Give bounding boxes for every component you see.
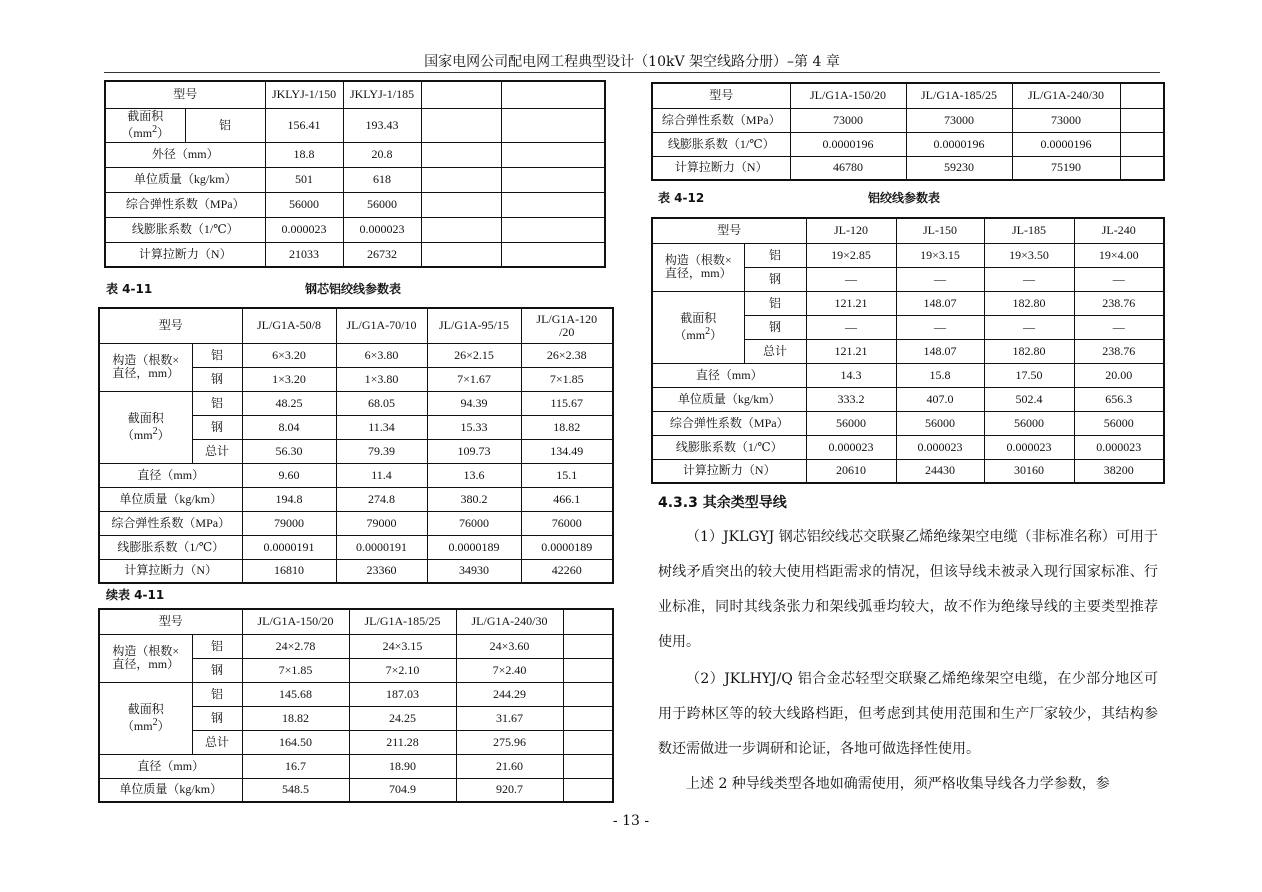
cell: JL/G1A-185/25 <box>906 83 1012 108</box>
label-structure: 构造（根数× 直径，mm） <box>99 634 192 682</box>
cell: — <box>1074 267 1164 291</box>
cell <box>421 192 501 217</box>
row-area <box>105 108 605 142</box>
cell: 20.8 <box>343 142 421 167</box>
cell: 274.8 <box>336 487 427 511</box>
cell <box>421 217 501 242</box>
label-model: 型号 <box>99 308 242 343</box>
cell <box>1120 108 1164 132</box>
cell: 0.0000191 <box>242 535 336 559</box>
row-model <box>652 218 1164 243</box>
cell: 211.28 <box>349 730 456 754</box>
cell: 0.0000189 <box>427 535 521 559</box>
label-elastic: 综合弹性系数（MPa） <box>99 511 242 535</box>
cell: 145.68 <box>242 682 349 706</box>
cell: 704.9 <box>349 778 456 802</box>
cell: — <box>1074 315 1164 339</box>
cell: — <box>984 315 1074 339</box>
label-structure: 构造（根数× 直径，mm） <box>99 343 192 391</box>
row-expansion <box>99 535 613 559</box>
label-st: 钢 <box>192 415 242 439</box>
cell: 1×3.80 <box>336 367 427 391</box>
cell: JKLYJ-1/185 <box>343 81 421 108</box>
cell <box>1120 83 1164 108</box>
row-struct-al <box>99 343 613 367</box>
label-st: 钢 <box>192 658 242 682</box>
cell: 56000 <box>265 192 343 217</box>
cell <box>501 242 605 267</box>
row-tension <box>105 242 605 267</box>
cell: 34930 <box>427 559 521 583</box>
cell: 194.8 <box>242 487 336 511</box>
row-diameter <box>99 754 613 778</box>
cell: 18.8 <box>265 142 343 167</box>
cell: 7×1.67 <box>427 367 521 391</box>
cell: 7×1.85 <box>242 658 349 682</box>
label-tension: 计算拉断力（N） <box>652 459 806 483</box>
row-model <box>99 308 613 343</box>
cell: 56000 <box>806 411 896 435</box>
row-unit-mass <box>105 167 605 192</box>
cell: 244.29 <box>456 682 563 706</box>
label-unit-mass: 单位质量（kg/km） <box>99 487 242 511</box>
cell: 0.000023 <box>265 217 343 242</box>
cell: 7×1.85 <box>521 367 613 391</box>
cell <box>563 754 613 778</box>
row-elastic <box>652 411 1164 435</box>
cell: — <box>806 315 896 339</box>
cell <box>1120 132 1164 156</box>
label-st: 钢 <box>192 706 242 730</box>
cell: JL-240 <box>1074 218 1164 243</box>
cell: 0.000023 <box>984 435 1074 459</box>
cell: 148.07 <box>896 339 984 363</box>
label-expansion: 线膨胀系数（1/℃） <box>105 217 265 242</box>
cell: 187.03 <box>349 682 456 706</box>
cell: 18.82 <box>521 415 613 439</box>
page-number: - 13 - <box>612 813 650 829</box>
cell: 134.49 <box>521 439 613 463</box>
cell: 24430 <box>896 459 984 483</box>
cell: 46780 <box>790 156 906 180</box>
cell: 56000 <box>896 411 984 435</box>
label-tension: 计算拉断力（N） <box>99 559 242 583</box>
cell: 48.25 <box>242 391 336 415</box>
label-st: 钢 <box>744 315 806 339</box>
cell: 79000 <box>336 511 427 535</box>
cell: 501 <box>265 167 343 192</box>
section-title: 4.3.3 其余类型导线 <box>658 495 787 511</box>
cell: 13.6 <box>427 463 521 487</box>
cell: 618 <box>343 167 421 192</box>
cell: — <box>896 315 984 339</box>
cell: 76000 <box>427 511 521 535</box>
label-outer-diameter: 外径（mm） <box>105 142 265 167</box>
paragraph-1: （1）JKLGYJ 钢芯铝绞线芯交联聚乙烯绝缘架空电缆（非标准名称）可用于树线矛盾突出的较大使用档距需求的情况，但该导线未被录入现行国家标准、行业标准，同时其线条张力和架线弧垂均较大，故不作为绝缘导线的主要类型推荐使用。 <box>658 529 1158 650</box>
row-expansion <box>105 217 605 242</box>
label-st: 钢 <box>744 267 806 291</box>
cell: 73000 <box>906 108 1012 132</box>
label-al: 铝 <box>744 243 806 267</box>
cell: 656.3 <box>1074 387 1164 411</box>
label-al: 铝 <box>744 291 806 315</box>
cell: 79000 <box>242 511 336 535</box>
cell: 79.39 <box>336 439 427 463</box>
caption-table-4-11: 表 4-11 <box>106 282 153 296</box>
cell: 19×4.00 <box>1074 243 1164 267</box>
cell: JL/G1A-95/15 <box>427 308 521 343</box>
label-unit-mass: 单位质量（kg/km） <box>99 778 242 802</box>
label-al: 铝 <box>192 343 242 367</box>
cell: JL/G1A-240/30 <box>456 609 563 634</box>
cell: 115.67 <box>521 391 613 415</box>
cell: 26732 <box>343 242 421 267</box>
cell: 21033 <box>265 242 343 267</box>
cell: 68.05 <box>336 391 427 415</box>
cell: 18.90 <box>349 754 456 778</box>
cell: 38200 <box>1074 459 1164 483</box>
label-expansion: 线膨胀系数（1/℃） <box>99 535 242 559</box>
cell: 24.25 <box>349 706 456 730</box>
cell: 164.50 <box>242 730 349 754</box>
caption-table-4-11-title: 钢芯铝绞线参数表 <box>305 282 402 296</box>
label-tension: 计算拉断力（N） <box>105 242 265 267</box>
cell <box>501 167 605 192</box>
row-tension <box>99 559 613 583</box>
label-diameter: 直径（mm） <box>99 463 242 487</box>
cell: 24×3.60 <box>456 634 563 658</box>
row-unit-mass <box>99 487 613 511</box>
cell: JL-120 <box>806 218 896 243</box>
row-area-al <box>99 391 613 415</box>
label-elastic: 综合弹性系数（MPa） <box>652 411 806 435</box>
cell: 238.76 <box>1074 291 1164 315</box>
cell: 42260 <box>521 559 613 583</box>
cell <box>563 706 613 730</box>
cell <box>1120 156 1164 180</box>
cell: 18.82 <box>242 706 349 730</box>
caption-table-4-12-title: 铝绞线参数表 <box>868 191 941 205</box>
cell: 94.39 <box>427 391 521 415</box>
cell <box>421 242 501 267</box>
row-unit-mass <box>652 387 1164 411</box>
cell: 19×3.15 <box>896 243 984 267</box>
cell: 23360 <box>336 559 427 583</box>
table-4-11 <box>98 307 614 584</box>
row-model <box>652 83 1164 108</box>
label-section-area: 截面积 $(mm^2)$ <box>652 291 744 363</box>
cell: 0.0000189 <box>521 535 613 559</box>
cell: JL/G1A-240/30 <box>1012 83 1120 108</box>
cell <box>563 730 613 754</box>
table-jklyj <box>104 80 606 268</box>
label-al: 铝 <box>192 391 242 415</box>
cell <box>501 81 605 108</box>
cell <box>563 609 613 634</box>
label-tension: 计算拉断力（N） <box>652 156 790 180</box>
cell: 502.4 <box>984 387 1074 411</box>
cell: 466.1 <box>521 487 613 511</box>
cell: 7×2.40 <box>456 658 563 682</box>
cell: 11.34 <box>336 415 427 439</box>
row-tension <box>652 459 1164 483</box>
cell: 0.000023 <box>806 435 896 459</box>
table-4-11-continued-rows <box>651 82 1165 181</box>
label-elastic: 综合弹性系数（MPa） <box>652 108 790 132</box>
cell: 56.30 <box>242 439 336 463</box>
cell: 26×2.38 <box>521 343 613 367</box>
cell: 15.33 <box>427 415 521 439</box>
cell: 7×2.10 <box>349 658 456 682</box>
cell: 24×3.15 <box>349 634 456 658</box>
cell: 407.0 <box>896 387 984 411</box>
row-outer-diameter <box>105 142 605 167</box>
paragraph-2: （2）JKLHYJ/Q 铝合金芯轻型交联聚乙烯绝缘架空电缆，在少部分地区可用于跨林区等的较大线路档距，但考虑到其使用范围和生产厂家较少，其结构参数还需做进一步调研和论证，各地可做选择性使用。 <box>658 671 1158 757</box>
cell: JL/G1A-185/25 <box>349 609 456 634</box>
cell: 0.000023 <box>1074 435 1164 459</box>
table-4-12 <box>651 217 1165 484</box>
cell: 6×3.20 <box>242 343 336 367</box>
cell: 182.80 <box>984 339 1074 363</box>
label-unit-mass: 单位质量（kg/km） <box>105 167 265 192</box>
cell: 156.41 <box>265 108 343 142</box>
caption-table-4-12: 表 4-12 <box>658 191 705 205</box>
cell <box>501 108 605 142</box>
label-diameter: 直径（mm） <box>99 754 242 778</box>
cell: 238.76 <box>1074 339 1164 363</box>
cell <box>421 81 501 108</box>
cell <box>421 142 501 167</box>
cell: 0.0000191 <box>336 535 427 559</box>
cell: 26×2.15 <box>427 343 521 367</box>
label-st: 钢 <box>192 367 242 391</box>
label-model: 型号 <box>652 83 790 108</box>
row-area-al <box>99 682 613 706</box>
label-total: 总计 <box>192 730 242 754</box>
row-diameter <box>99 463 613 487</box>
label-al: 铝 <box>192 682 242 706</box>
cell: 380.2 <box>427 487 521 511</box>
cell: JL/G1A-50/8 <box>242 308 336 343</box>
label-model: 型号 <box>105 81 265 108</box>
cell: 21.60 <box>456 754 563 778</box>
cell: — <box>896 267 984 291</box>
cell: 20610 <box>806 459 896 483</box>
label-expansion: 线膨胀系数（1/℃） <box>652 435 806 459</box>
cell: JL/G1A-150/20 <box>242 609 349 634</box>
cell: 0.0000196 <box>790 132 906 156</box>
header-rule <box>104 72 1160 73</box>
cell: 6×3.80 <box>336 343 427 367</box>
paragraph-3: 上述 2 种导线类型各地如确需使用，须严格收集导线各力学参数，参 <box>686 776 1110 792</box>
label-section-area: 截面积 $(mm^2)$ <box>105 108 185 142</box>
cell <box>501 142 605 167</box>
row-diameter <box>652 363 1164 387</box>
row-tension <box>652 156 1164 180</box>
cell: 56000 <box>343 192 421 217</box>
cell: 19×3.50 <box>984 243 1074 267</box>
cell <box>501 217 605 242</box>
cell: 24×2.78 <box>242 634 349 658</box>
cell: 19×2.85 <box>806 243 896 267</box>
cell: 73000 <box>1012 108 1120 132</box>
cell: 15.1 <box>521 463 613 487</box>
row-model <box>99 609 613 634</box>
cell: JL-185 <box>984 218 1074 243</box>
label-expansion: 线膨胀系数（1/℃） <box>652 132 790 156</box>
cell: 59230 <box>906 156 1012 180</box>
row-area-al <box>652 291 1164 315</box>
cell: — <box>806 267 896 291</box>
cell: 16.7 <box>242 754 349 778</box>
cell: 920.7 <box>456 778 563 802</box>
cell: 121.21 <box>806 291 896 315</box>
cell: 16810 <box>242 559 336 583</box>
row-model <box>105 81 605 108</box>
cell: JL/G1A-120 /20 <box>521 308 613 343</box>
cell: 109.73 <box>427 439 521 463</box>
label-al: 铝 <box>185 108 265 142</box>
label-unit-mass: 单位质量（kg/km） <box>652 387 806 411</box>
table-4-11-continued <box>98 608 614 803</box>
row-struct-al <box>99 634 613 658</box>
cell: 30160 <box>984 459 1074 483</box>
cell: 20.00 <box>1074 363 1164 387</box>
cell: 11.4 <box>336 463 427 487</box>
cell: 76000 <box>521 511 613 535</box>
cell: 548.5 <box>242 778 349 802</box>
cell: JKLYJ-1/150 <box>265 81 343 108</box>
cell: JL-150 <box>896 218 984 243</box>
cell: 75190 <box>1012 156 1120 180</box>
label-section-area: 截面积 $(mm^2)$ <box>99 682 192 754</box>
cell: 17.50 <box>984 363 1074 387</box>
cell: 56000 <box>984 411 1074 435</box>
row-unit-mass <box>99 778 613 802</box>
cell: 0.0000196 <box>1012 132 1120 156</box>
cell: 9.60 <box>242 463 336 487</box>
cell <box>563 682 613 706</box>
cell: 1×3.20 <box>242 367 336 391</box>
cell <box>421 167 501 192</box>
label-structure: 构造（根数× 直径，mm） <box>652 243 744 291</box>
label-model: 型号 <box>652 218 806 243</box>
cell <box>563 658 613 682</box>
row-expansion <box>652 435 1164 459</box>
label-diameter: 直径（mm） <box>652 363 806 387</box>
cell: 148.07 <box>896 291 984 315</box>
label-total: 总计 <box>192 439 242 463</box>
cell <box>421 108 501 142</box>
cell: 0.0000196 <box>906 132 1012 156</box>
label-al: 铝 <box>192 634 242 658</box>
cell: 14.3 <box>806 363 896 387</box>
cell: — <box>984 267 1074 291</box>
cell: 121.21 <box>806 339 896 363</box>
cell: JL/G1A-70/10 <box>336 308 427 343</box>
cell: 0.000023 <box>343 217 421 242</box>
label-elastic: 综合弹性系数（MPa） <box>105 192 265 217</box>
label-total: 总计 <box>744 339 806 363</box>
row-elastic <box>105 192 605 217</box>
row-struct-al <box>652 243 1164 267</box>
page-header: 国家电网公司配电网工程典型设计（10kV 架空线路分册）–第 4 章 <box>424 54 840 70</box>
cell: 275.96 <box>456 730 563 754</box>
cell: 193.43 <box>343 108 421 142</box>
cell: 333.2 <box>806 387 896 411</box>
cell <box>501 192 605 217</box>
cell: 73000 <box>790 108 906 132</box>
cell: 0.000023 <box>896 435 984 459</box>
cell: 31.67 <box>456 706 563 730</box>
label-section-area: 截面积 $(mm^2)$ <box>99 391 192 463</box>
row-expansion <box>652 132 1164 156</box>
cell <box>563 634 613 658</box>
cell <box>563 778 613 802</box>
cell: 56000 <box>1074 411 1164 435</box>
cell: 182.80 <box>984 291 1074 315</box>
label-model: 型号 <box>99 609 242 634</box>
row-elastic <box>99 511 613 535</box>
cell: 15.8 <box>896 363 984 387</box>
cell: 8.04 <box>242 415 336 439</box>
cell: JL/G1A-150/20 <box>790 83 906 108</box>
caption-table-4-11-continued: 续表 4-11 <box>106 588 165 602</box>
row-elastic <box>652 108 1164 132</box>
